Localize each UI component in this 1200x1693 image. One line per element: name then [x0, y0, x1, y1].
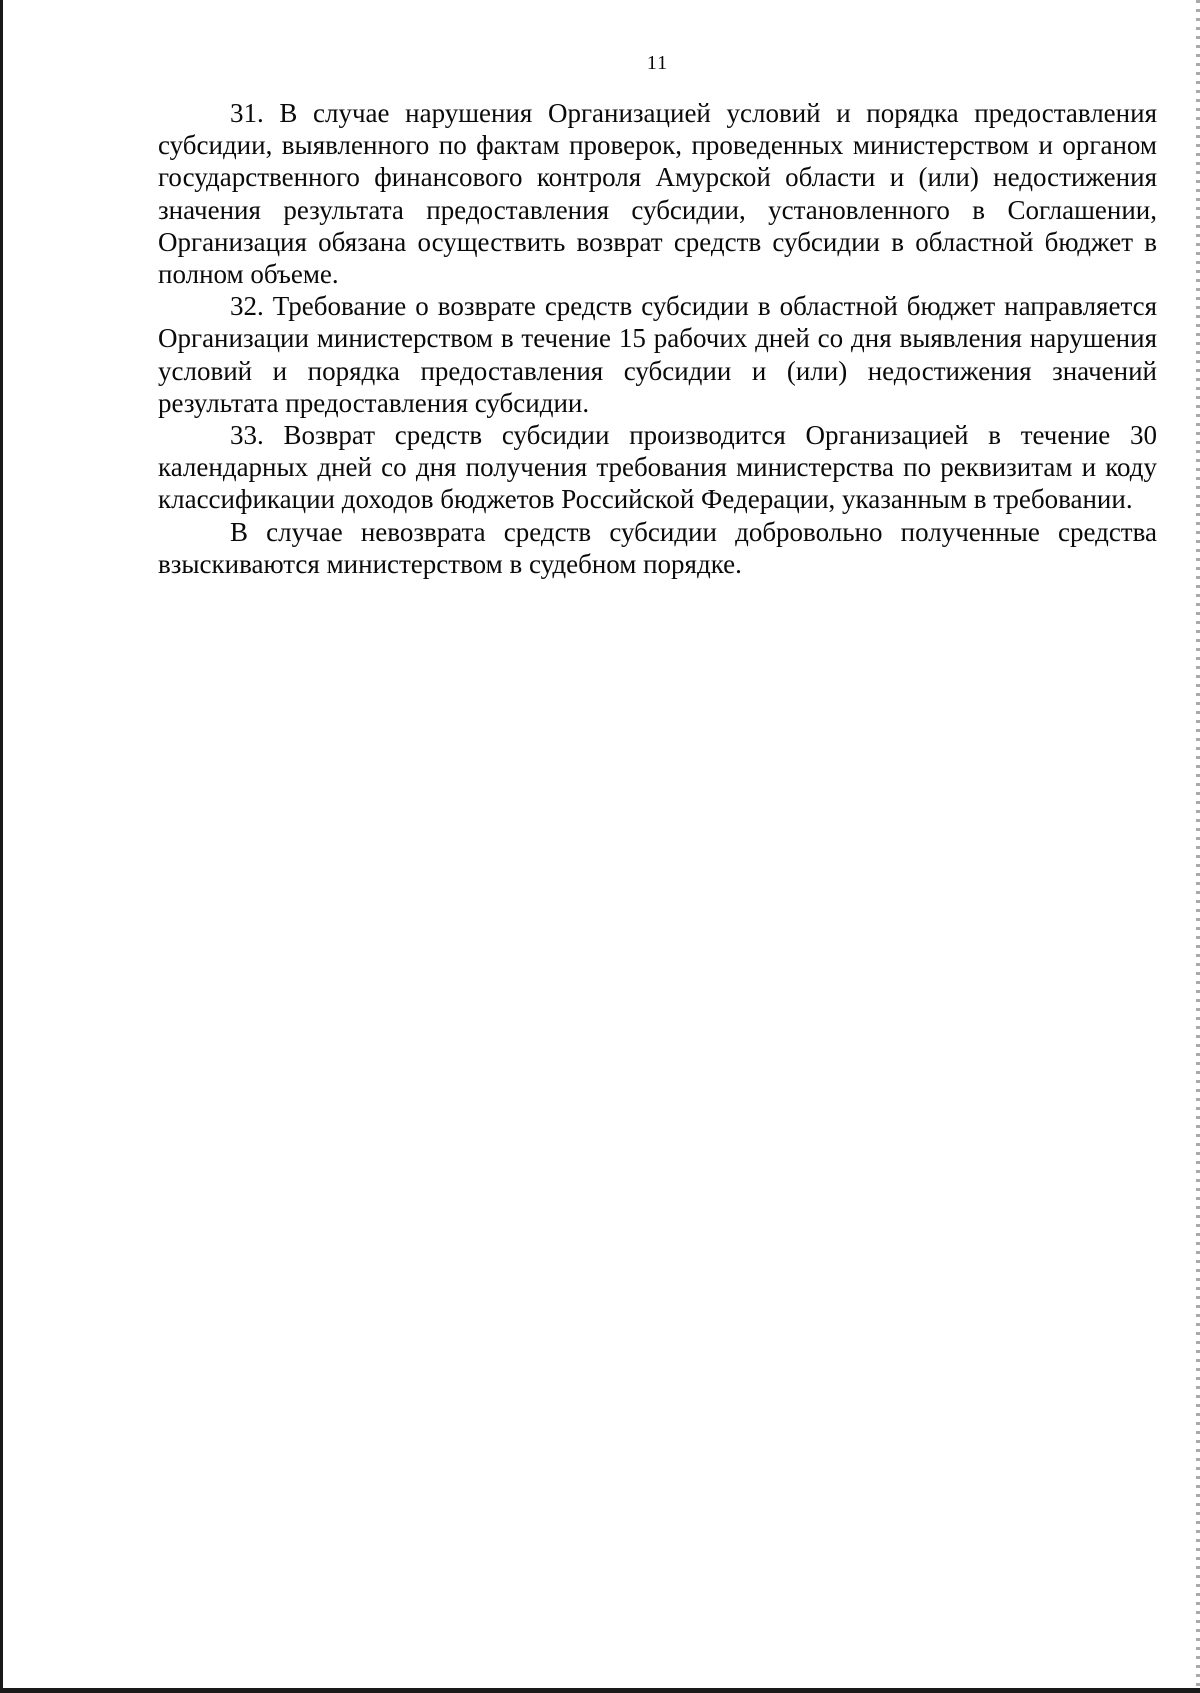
paragraph-31: 31. В случае нарушения Организацией условий и порядка предоставления субсидии, выявленного по фактам проверок, проведенных министерством и органом государственного финансового контроля Амурской области и (или) недостижения значения результата предоставления субсидии, установленного в Соглашении, Организация обязана осуществить возврат средств субсидии в областной бюджет в полном объеме.: [158, 98, 1157, 290]
paragraph-33: 33. Возврат средств субсидии производится Организацией в течение 30 календарных дней со дня получения требования министерства по реквизитам и коду классификации доходов бюджетов Российской Федерации, указанным в требовании.: [158, 420, 1157, 515]
scan-border-right: [1196, 0, 1200, 1693]
document-body: [158, 97, 1157, 580]
scan-border-bottom: [0, 1688, 1200, 1693]
paragraph-33-continuation: В случае невозврата средств субсидии добровольно полученные средства взыскиваются министерством в судебном порядке.: [158, 516, 1157, 579]
page-number: 11: [646, 52, 669, 74]
scan-border-left: [0, 0, 3, 1693]
paragraph-32: 32. Требование о возврате средств субсидии в областной бюджет направляется Организации министерством в течение 15 рабочих дней со дня выявления нарушения условий и порядка предоставления субсидии и (или) недостижения значений результата предоставления субсидии.: [158, 291, 1157, 418]
